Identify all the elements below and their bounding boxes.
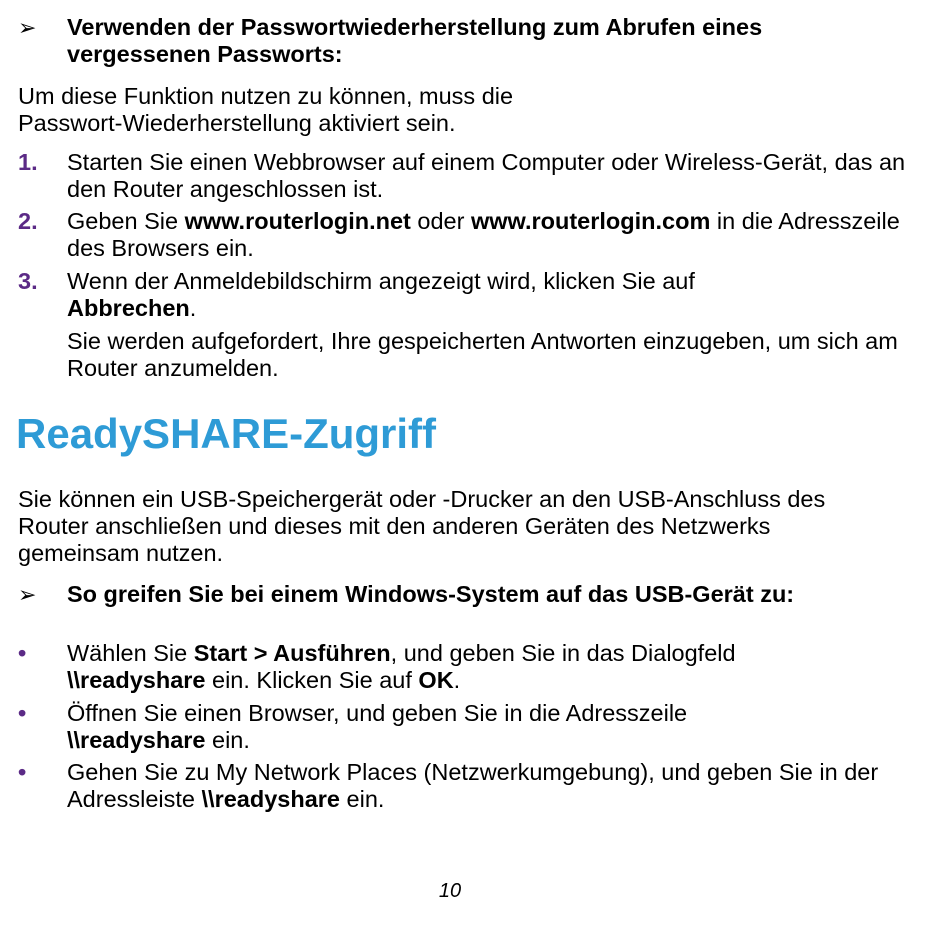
step-text-part: . — [189, 295, 197, 321]
step-1 — [0, 149, 950, 203]
arrow-bullet-icon: ➢ — [18, 582, 37, 607]
section1-heading-row — [0, 14, 950, 68]
bullet-text-part: . — [453, 667, 461, 693]
readyshare-path: \\readyshare — [201, 786, 341, 812]
step-text — [67, 208, 917, 262]
page-number: 10 — [438, 880, 462, 902]
step-text-part: Geben Sie — [67, 208, 185, 234]
bullet-icon: • — [18, 640, 27, 666]
section1-intro: Um diese Funktion nutzen zu können, muss die Passwort-Wiederherstellung aktiviert sein. — [18, 83, 514, 136]
abbrechen-label: Abbrechen — [67, 295, 190, 321]
arrow-bullet-icon: ➢ — [18, 15, 37, 40]
bullet-text-part: Gehen Sie zu My Network Places (Netzwerkumgebung), und geben Sie in der Adressleiste — [67, 759, 879, 812]
bullet-text-part: ein. — [205, 727, 250, 753]
step-text-part: oder — [410, 208, 471, 234]
step-2 — [0, 208, 950, 262]
section2-title: ReadySHARE-Zugriff — [16, 410, 437, 457]
step-number: 1. — [18, 149, 38, 175]
step-number: 2. — [18, 208, 38, 234]
bullet-item-1 — [0, 640, 950, 694]
bullet-text-part: Öffnen Sie einen Browser, und geben Sie in die Adresszeile — [67, 700, 688, 726]
bullet-icon: • — [18, 759, 27, 785]
step-text: Starten Sie einen Webbrowser auf einem Computer oder Wireless-Gerät, das an den Router angeschlossen ist. — [67, 149, 906, 202]
step-text-part: in die Adresszeile des Browsers ein. — [67, 208, 900, 261]
bullet-icon: • — [18, 700, 27, 726]
bullet-item-2 — [0, 700, 950, 754]
bullet-text-part: ein. Klicken Sie auf — [205, 667, 419, 693]
routerlogin-net-url: www.routerlogin.net — [184, 208, 411, 234]
bullet-text-part: Wählen Sie — [67, 640, 194, 666]
bullet-text-part: ein. — [340, 786, 385, 812]
step-text — [67, 268, 827, 322]
readyshare-path: \\readyshare — [67, 667, 206, 693]
bullet-text — [67, 640, 917, 694]
bullet-item-3 — [0, 759, 950, 813]
section1-heading: Verwenden der Passwortwiederherstellung zum Abrufen eines vergessenen Passworts: — [67, 14, 763, 67]
ok-label: OK — [418, 667, 454, 693]
step-3 — [0, 268, 950, 380]
section2-intro: Sie können ein USB-Speichergerät oder -Drucker an den USB-Anschluss des Router anschließen und dieses mit den anderen Geräten des Netzwerks gemeinsam nutzen. — [18, 486, 826, 566]
bullet-text — [67, 700, 807, 754]
routerlogin-com-url: www.routerlogin.com — [470, 208, 711, 234]
readyshare-path: \\readyshare — [67, 727, 206, 753]
step-number: 3. — [18, 268, 38, 294]
section2-heading-row — [0, 581, 950, 635]
section2-heading: So greifen Sie bei einem Windows-System auf das USB-Gerät zu: — [67, 581, 795, 607]
bullet-text — [67, 759, 917, 813]
step-text-part: Wenn der Anmeldebildschirm angezeigt wird, klicken Sie auf — [67, 268, 695, 294]
bullet-text-part: , und geben Sie in das Dialogfeld — [390, 640, 736, 666]
start-run-menu-label: Start > Ausführen — [193, 640, 391, 666]
step-note: Sie werden aufgefordert, Ihre gespeicherten Antworten einzugeben, um sich am Router anzumelden. — [67, 328, 898, 381]
